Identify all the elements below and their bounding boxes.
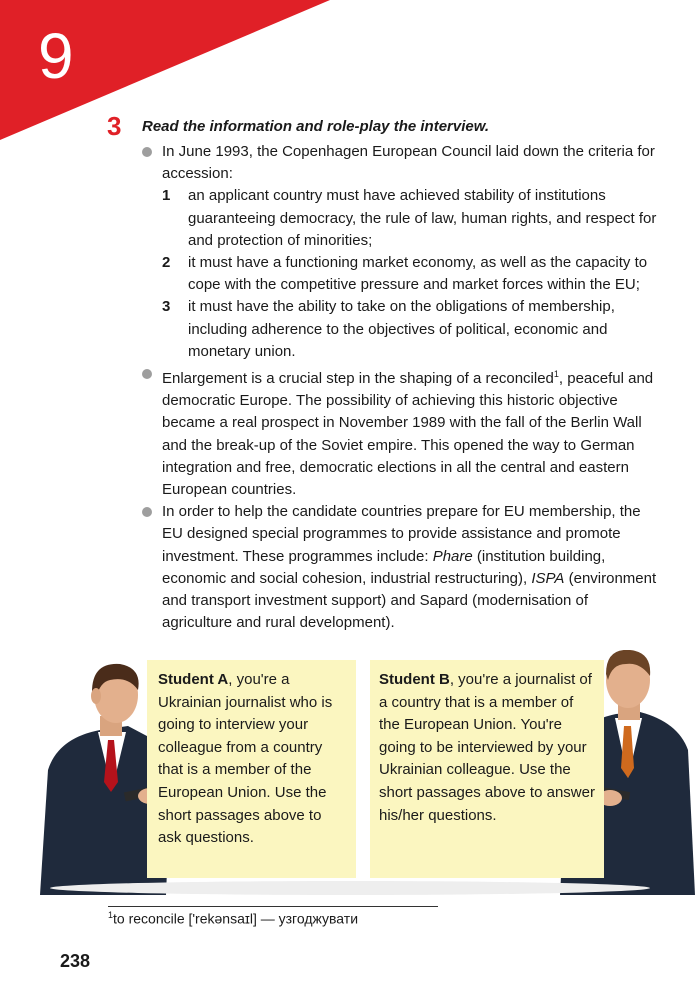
footnote xyxy=(108,910,358,927)
programme-name: Phare xyxy=(432,547,473,565)
student-b-label: Student B xyxy=(379,671,450,688)
bullet-dot-icon xyxy=(142,147,152,157)
bullet-item xyxy=(140,501,660,634)
task-number: 3 xyxy=(107,111,122,141)
list-number: 2 xyxy=(162,254,171,272)
list-item xyxy=(162,252,660,296)
student-a-label: Student A xyxy=(158,671,229,688)
list-item xyxy=(162,185,660,252)
footnote-text: to reconcile ['rekənsaɪl] — узгоджувати xyxy=(113,910,359,927)
student-a-text: , you're a Ukrainian journalist who is going to interview your colleague from a country that is a member of the European Union. Use the short passages above to ask questions. xyxy=(158,671,333,847)
unit-number: 9 xyxy=(38,20,74,92)
bullet-text: (institution building, economic and social cohesion, industrial restructuring), xyxy=(162,547,606,587)
footnote-ref: 1 xyxy=(553,369,559,380)
student-b-card xyxy=(370,660,604,878)
list-number: 1 xyxy=(162,187,171,205)
page-number: 238 xyxy=(60,951,91,971)
bullet-dot-icon xyxy=(142,507,152,517)
list-text: it must have a functioning market economy, as well as the capacity to cope with the competitive pressure and market forces within the EU; xyxy=(188,254,648,294)
programme-name: ISPA xyxy=(531,569,565,587)
bullet-text: In order to help the candidate countries prepare for EU membership, the EU designed special programmes to provide assistance and promote investment. These programmes include: xyxy=(162,503,641,565)
bullet-text: In June 1993, the Copenhagen European Council laid down the criteria for accession: xyxy=(162,143,655,183)
bullet-text: Enlargement is a crucial step in the shaping of a reconciled xyxy=(162,370,554,388)
list-number: 3 xyxy=(162,298,171,316)
task-title: Read the information and role-play the interview. xyxy=(142,118,489,135)
footnote-number: 1 xyxy=(108,910,114,920)
student-a-card xyxy=(147,660,356,878)
bullet-text: (environment and transport investment support) and Sapard (modernisation of agriculture and rural development). xyxy=(162,569,657,632)
reading-text xyxy=(140,141,660,634)
bullet-item xyxy=(140,141,660,363)
footnote-divider xyxy=(108,906,438,907)
list-text: an applicant country must have achieved stability of institutions guaranteeing democracy, the rule of law, human rights, and respect for and protection of minorities; xyxy=(188,187,657,249)
bullet-item xyxy=(140,363,660,501)
list-text: it must have the ability to take on the obligations of membership, including adherence to the objectives of political, economic and monetary union. xyxy=(188,298,615,360)
criteria-list xyxy=(162,185,660,363)
list-item xyxy=(162,296,660,363)
bullet-text: , peaceful and democratic Europe. The possibility of achieving this historic objective became a real prospect in November 1989 with the fall of the Berlin Wall and the break-up of the Soviet empire. This opened the way to German integration and free, democratic elections in all the central and eastern European countries. xyxy=(162,370,654,499)
student-b-text: , you're a journalist of a country that is a member of the European Union. You're going to be interviewed by your Ukrainian colleague. Use the short passages above to answer his/her questions. xyxy=(379,671,595,824)
bullet-dot-icon xyxy=(142,369,152,379)
